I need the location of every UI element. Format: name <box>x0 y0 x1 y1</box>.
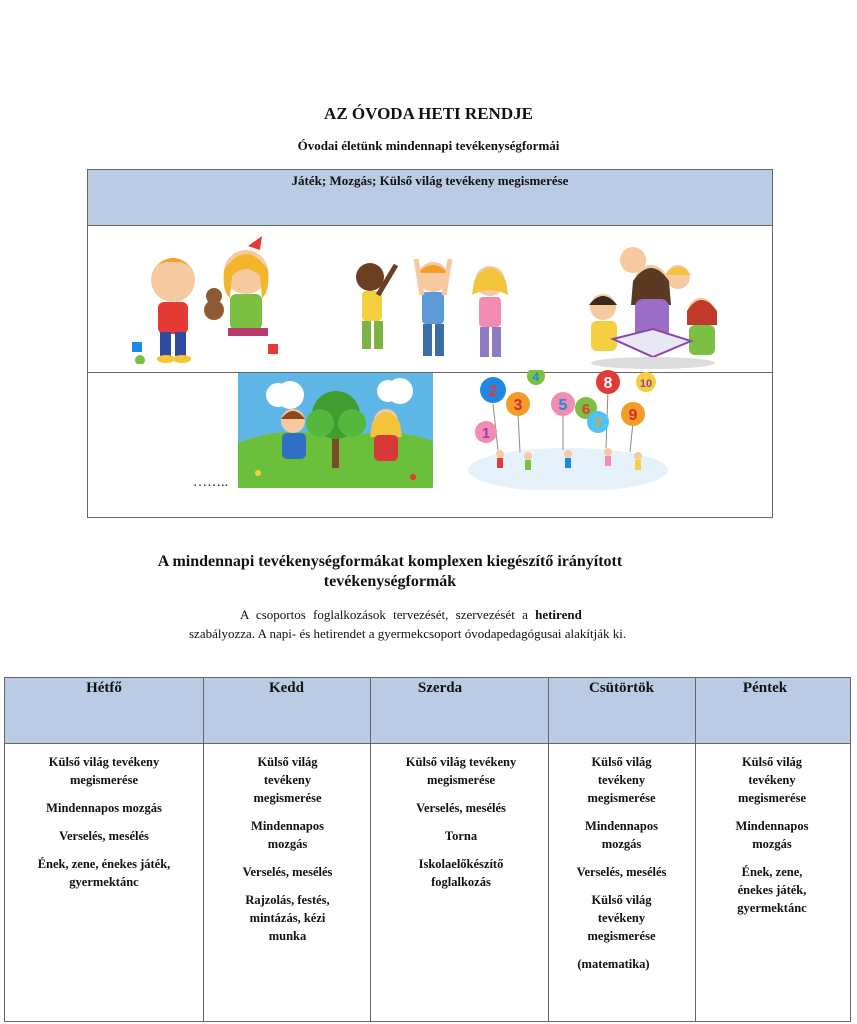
activity-item: Külső világ tevékeny megismerése <box>587 893 656 943</box>
balloon-number: 7 <box>593 415 603 432</box>
activity-item: Torna <box>444 829 478 843</box>
kids-exercising-illustration <box>348 255 518 370</box>
teacher-reading-kids-illustration <box>583 245 723 370</box>
wednesday-activities <box>383 753 539 901</box>
activity-table <box>87 169 773 518</box>
activity-item: (matematika) <box>577 957 650 971</box>
activity-item: Mindennapos mozgás <box>251 819 324 851</box>
day-friday: Péntek <box>742 680 788 696</box>
balloon-number: 4 <box>532 370 540 384</box>
balloon-number: 5 <box>558 397 568 414</box>
activity-item: Mindennapos mozgás <box>585 819 658 851</box>
activity-item: Ének, zene, énekes játék, gyermektánc <box>737 865 807 915</box>
activity-item: Verselés, mesélés <box>59 829 149 843</box>
section-heading-line2: tevékenységformák <box>323 573 457 590</box>
balloon-number: 2 <box>488 383 498 400</box>
day-wednesday: Szerda <box>417 680 463 696</box>
column-divider <box>548 678 549 1021</box>
balloon-number: 1 <box>481 425 491 442</box>
ellipsis-text: …….. <box>193 475 228 490</box>
activity-item: Iskolaelőkészítő foglalkozás <box>418 857 504 889</box>
section-heading-line1: A mindennapi tevékenységformákat komplexen kiegészítő irányított <box>157 553 623 570</box>
day-tuesday: Kedd <box>268 680 304 696</box>
intro-paragraph-line1 <box>240 607 582 623</box>
activity-item: Külső világ tevékeny megismerése <box>587 755 656 805</box>
activity-item: Mindennapos mozgás <box>46 801 162 815</box>
page-subtitle: Óvodai életünk mindennapi tevékenységformái <box>297 138 560 153</box>
column-divider <box>203 678 204 1021</box>
balloon-number: 10 <box>639 378 653 390</box>
activity-item: Verselés, mesélés <box>576 865 667 879</box>
tuesday-activities <box>210 753 365 955</box>
activity-item: Verselés, mesélés <box>416 801 506 815</box>
day-thursday: Csütörtök <box>588 680 654 696</box>
activity-item: Külső világ tevékeny megismerése <box>253 755 322 805</box>
activity-table-header: Játék; Mozgás; Külső világ tevékeny megismerése <box>88 170 772 226</box>
monday-activities <box>19 753 189 901</box>
friday-activities <box>702 753 842 927</box>
intro-paragraph-line2: szabályozza. A napi- és hetirendet a gyermekcsoport óvodapedagógusai alakítják ki. <box>189 626 627 641</box>
intro-bold-word: hetirend <box>535 607 582 622</box>
kids-playing-toys-illustration <box>128 232 288 364</box>
balloon-number: 9 <box>628 407 638 424</box>
section-heading <box>120 552 660 592</box>
column-divider <box>695 678 696 1021</box>
balloon-number: 8 <box>603 375 613 392</box>
kids-planting-tree-illustration <box>238 373 433 488</box>
column-divider <box>370 678 371 1021</box>
activity-item: Verselés, mesélés <box>242 865 333 879</box>
weekly-schedule-table <box>4 677 851 1022</box>
number-balloons-illustration <box>468 370 668 490</box>
activity-item: Rajzolás, festés, mintázás, kézi munka <box>245 893 330 943</box>
day-monday: Hétfő <box>86 680 122 696</box>
page-title: AZ ÓVODA HETI RENDJE <box>324 104 533 123</box>
activity-item: Külső világ tevékeny megismerése <box>737 755 807 805</box>
intro-text: A csoportos foglalkozások tervezését, szervezését a <box>240 607 528 622</box>
activity-item: Külső világ tevékeny megismerése <box>405 755 517 787</box>
balloon-number: 6 <box>581 401 591 418</box>
activity-item: Ének, zene, énekes játék, gyermektánc <box>37 857 171 889</box>
thursday-activities <box>553 753 690 983</box>
activity-item: Mindennapos mozgás <box>735 819 809 851</box>
balloon-number: 3 <box>513 397 523 414</box>
activity-item: Külső világ tevékeny megismerése <box>48 755 160 787</box>
